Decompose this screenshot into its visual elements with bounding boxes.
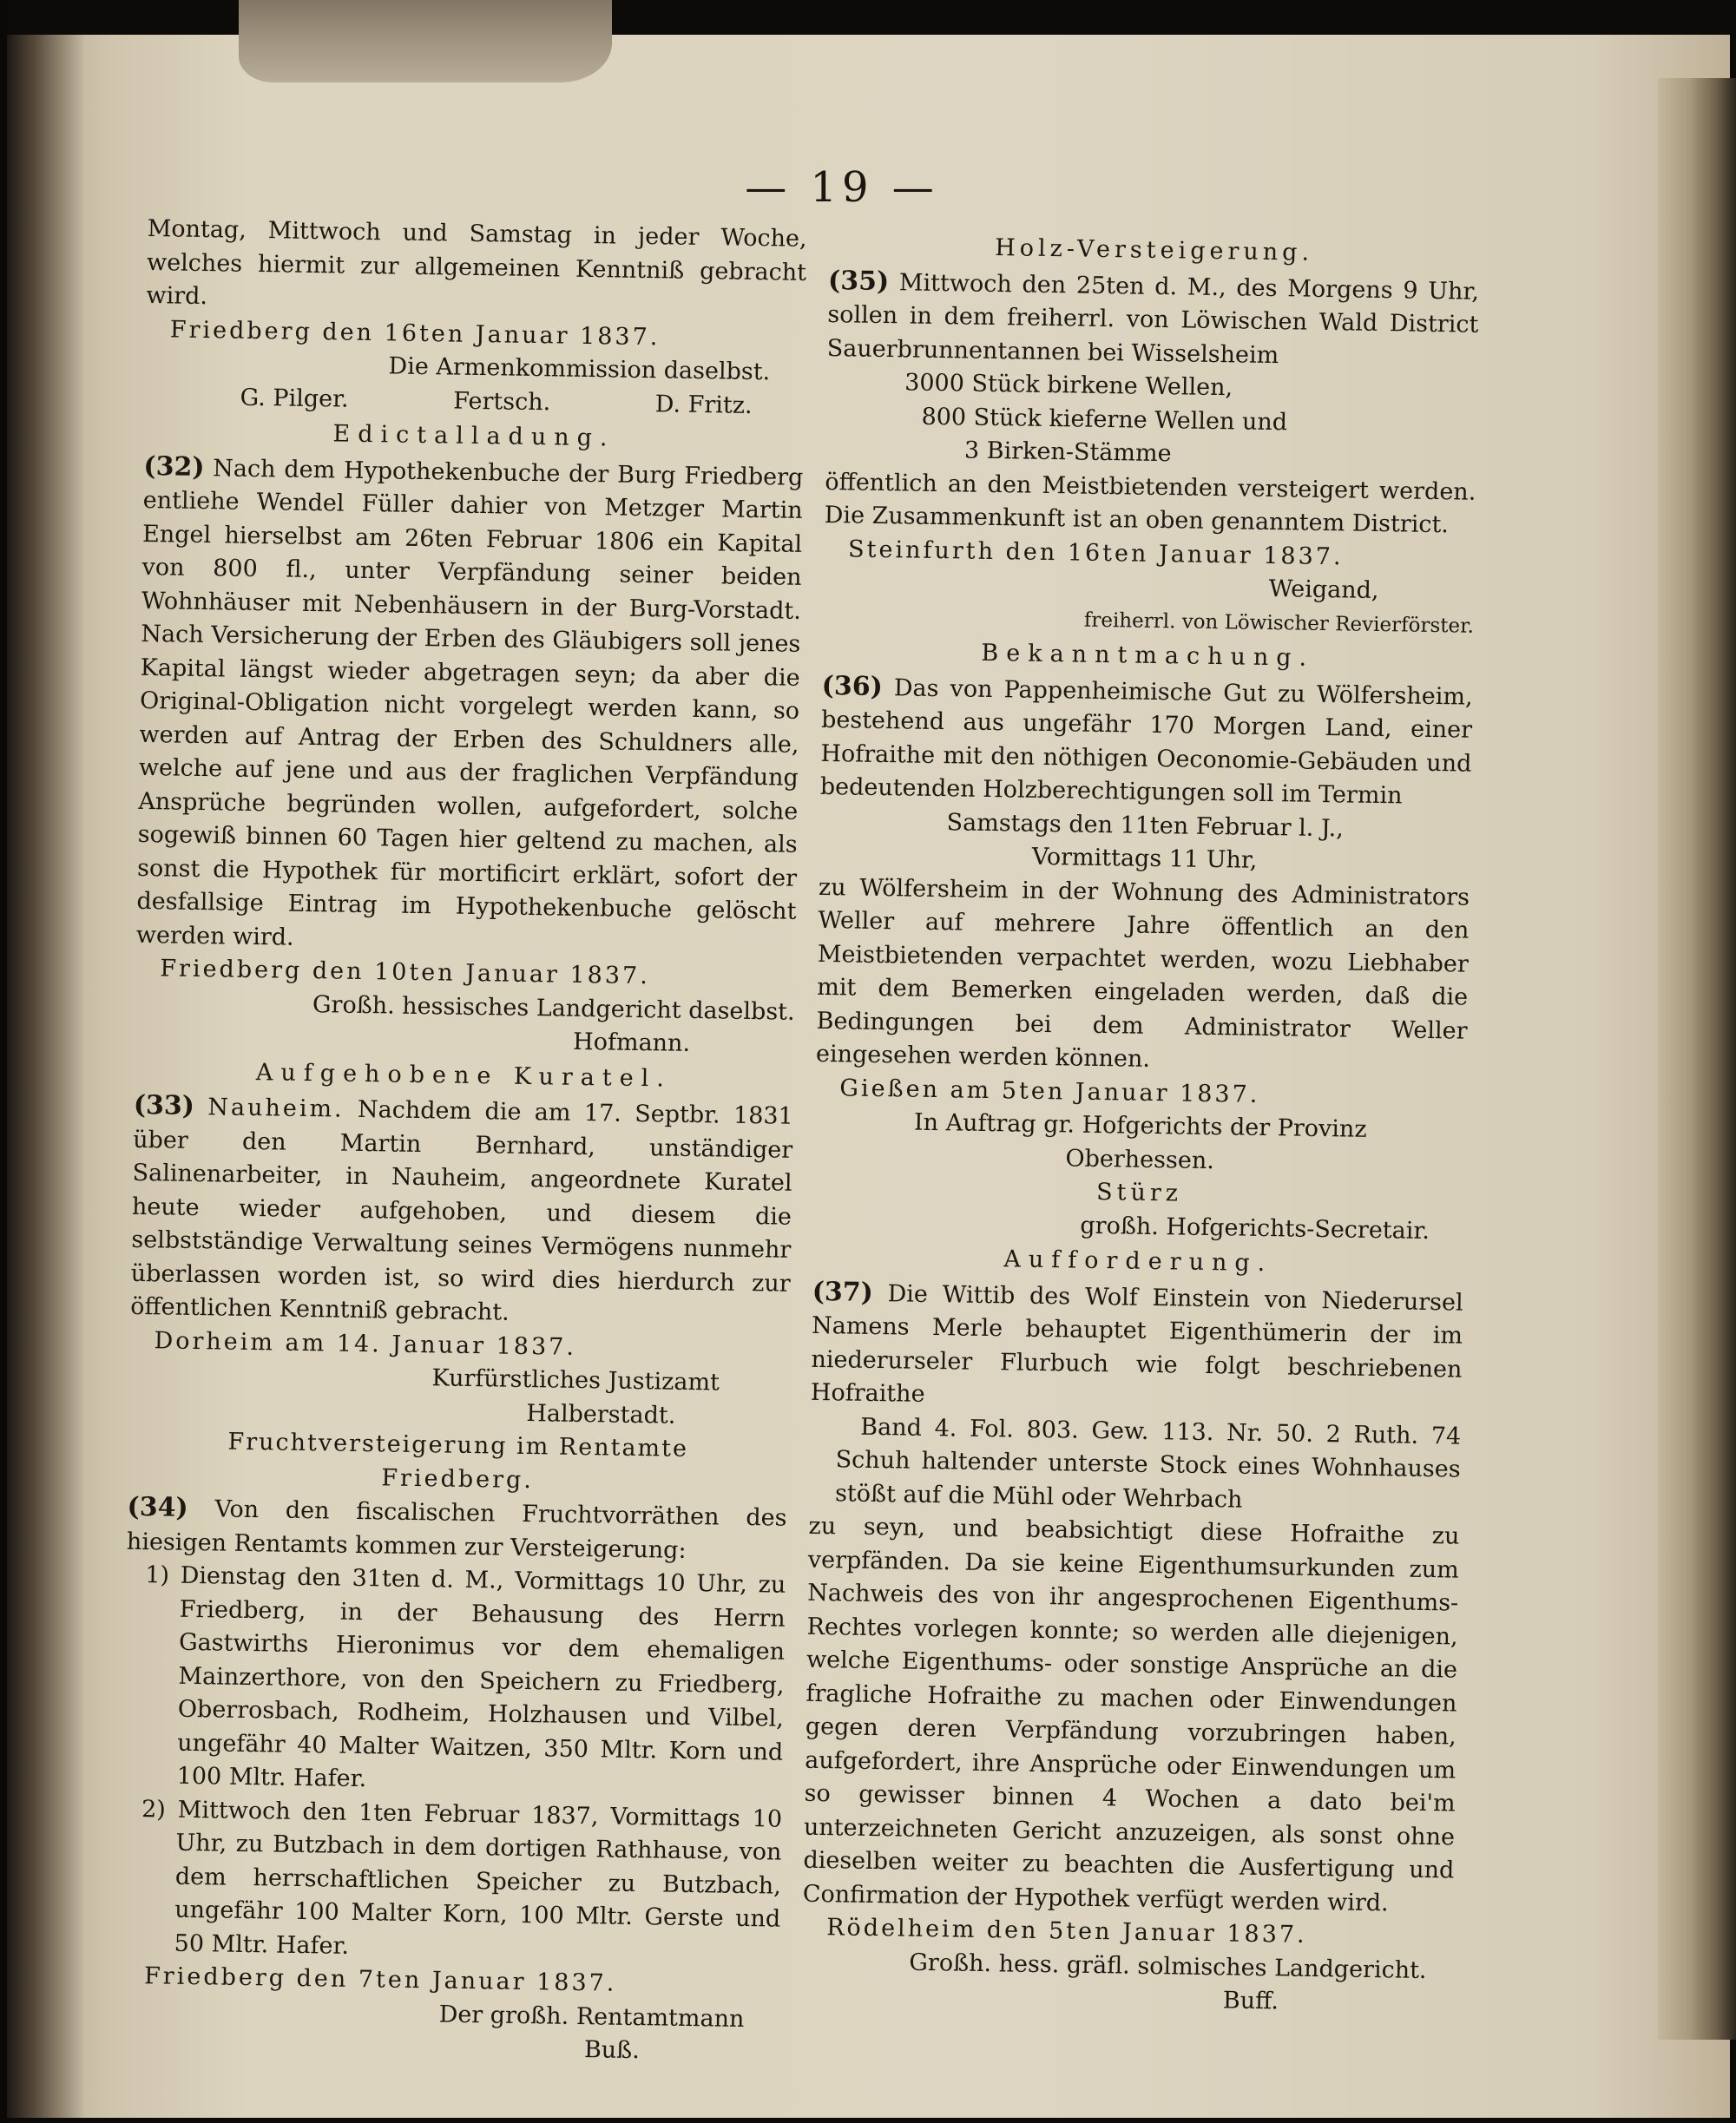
book-gutter xyxy=(7,35,85,2118)
notice-37-heading: Aufforderung. xyxy=(1003,1246,1273,1278)
notice-33-authority: Kurfürstliches Justizamt xyxy=(431,1364,720,1397)
signature-fertsch: Fertsch. xyxy=(453,387,551,416)
notice-35-lot-2: 800 Stück kieferne Wellen und xyxy=(921,403,1288,436)
notice-35-body: Mittwoch den 25ten d. M., des Morgens 9 Uhr, sollen in dem freiherrl. von Löwischen Wald District Sauerbrunnentannen bei Wisselsheim xyxy=(826,268,1480,369)
notice-36-body: Das von Pappenheimische Gut zu Wölfersheim, bestehend aus ungefähr 170 Morgen Land, einer Hofraithe mit den nöthigen Oeconomie-Gebäuden und bedeutenden Holzberechtigungen soll im Termin xyxy=(819,674,1473,810)
notice-32-text xyxy=(136,450,804,962)
notice-34-heading: Fruchtversteigerung im Rentamte xyxy=(227,1428,689,1462)
notice-32-heading: Edictalladung. xyxy=(332,420,615,452)
torn-paper-scrap xyxy=(239,0,612,82)
notice-35-title: freiherrl. von Löwischer Revierförster. xyxy=(1083,608,1475,638)
notice-37-body-2: zu seyn, und beabsichtigt diese Hofraithe zu verpfänden. Da sie keine Eigenthumsurkunden zum Nachweis des von ihr angesprochenen Eigenthums-Rechtes vorlegen konnte; so werden alle diejenigen, welche Eigenthums- oder sonstige Ansprüche an die fragliche Hofraithe zu machen oder Einwendungen gegen deren Verpfändung vorzubringen haben, aufgefordert, ihre Ansprüche oder Einwendungen um so gewisser binnen 4 Wochen a dato bei'm unterzeichneten Gericht anzuzeigen, als sonst ohne dieselben weiter zu beachten die Ausfertigung und Confirmation der Hypothek verfügt werden wird. xyxy=(802,1512,1460,1916)
notice-34-text xyxy=(127,1491,787,1569)
notice-35-date: Steinfurth den 16ten Januar 1837. xyxy=(847,535,1344,570)
notice-37-body: Die Wittib des Wolf Einstein von Niederursel Namens Merle behauptet Eigenthümerin der im niederurseler Flurbuch wie folgt beschriebenen Hofraithe xyxy=(810,1279,1463,1408)
notice-34-authority: Der großh. Rentamtmann xyxy=(438,2001,745,2033)
notice-33-heading: Aufgehobene Kuratel. xyxy=(255,1058,673,1093)
notice-32-number: (32) xyxy=(143,450,205,483)
notice-32-signature: Hofmann. xyxy=(572,1028,691,1057)
notice-34-body: Von den fiscalischen Fruchtvorräthen des hiesigen Rentamts kommen zur Versteigerung: xyxy=(126,1495,787,1564)
notice-35-body-2: öffentlich an den Meistbietenden versteigert werden. Die Zusammenkunft ist an oben genanntem District. xyxy=(824,468,1476,539)
notice-35-heading: Holz-Versteigerung. xyxy=(994,234,1314,266)
notice-34-item-2: 2) Mittwoch den 1ten Februar 1837, Vormittags 10 Uhr, zu Butzbach in dem dortigen Rathhause, von dem herrschaftlichen Speicher zu Butzbach, ungefähr 100 Malter Korn, 100 Mltr. Gerste und 50 Mltr. Hafer. xyxy=(141,1795,783,1960)
left-column xyxy=(119,213,807,2070)
notice-35-lot-3: 3 Birken-Stämme xyxy=(963,437,1172,468)
notice-35-lot-1: 3000 Stück birkene Wellen, xyxy=(904,369,1233,402)
notice-33-authority-place: Halberstadt. xyxy=(526,1399,676,1430)
signature-fritz: D. Fritz. xyxy=(654,390,753,419)
notice-36-term-date: Samstags den 11ten Februar l. J., xyxy=(946,808,1345,842)
notice-37-register-entry: Band 4. Fol. 803. Gew. 113. Nr. 50. 2 Ruth. 74 Schuh haltender unterste Stock eines Wohnhauses stößt auf die Mühl oder Wehrbach xyxy=(834,1413,1462,1514)
notice-32-date: Friedberg den 10ten Januar 1837. xyxy=(160,955,651,990)
notice-34-item-1: 1) Dienstag den 31ten d. M., Vormittags 10 Uhr, zu Friedberg, in der Behausung des Herrn Gastwirths Hieronimus vor dem ehemaligen Mainzerthore, von den Speichern zu Friedberg, Oberrosbach, Rodheim, Holzhausen und Vilbel, ungefähr 40 Malter Waitzen, 350 Mltr. Korn und 100 Mltr. Hafer. xyxy=(145,1561,786,1793)
notice-32-authority: Großh. hessisches Landgericht daselbst. xyxy=(312,990,795,1026)
notice-34-number: (34) xyxy=(127,1491,188,1523)
notice-36-signature: Stürz xyxy=(1095,1178,1183,1207)
notice-37-authority: Großh. hess. gräfl. solmisches Landgericht. xyxy=(909,1949,1427,1984)
notice-33-place: Nauheim. xyxy=(207,1094,345,1123)
right-column xyxy=(801,227,1480,2021)
notice-33-number: (33) xyxy=(133,1089,195,1121)
notice-37-date: Rödelheim den 5ten Januar 1837. xyxy=(825,1914,1307,1949)
notice-37-text xyxy=(811,1275,1463,1420)
notice-35-text xyxy=(827,264,1480,375)
intro-text: Montag, Mittwoch und Samstag in jeder Woche, welches hiermit zur allgemeinen Kenntniß gebracht wird. xyxy=(146,214,807,311)
notice-36-title: großh. Hofgerichts-Secretair. xyxy=(1080,1212,1430,1245)
notice-31-authority: Die Armenkommission daselbst. xyxy=(388,352,771,386)
notice-36-number: (36) xyxy=(821,670,884,702)
notice-36-heading: Bekanntmachung. xyxy=(981,639,1315,672)
notice-33-date: Dorheim am 14. Januar 1837. xyxy=(154,1326,577,1361)
notice-34-date: Friedberg den 7ten Januar 1837. xyxy=(143,1962,617,1997)
notice-36-authority-province: Oberhessen. xyxy=(1065,1144,1215,1174)
notice-36-authority: In Auftrag gr. Hofgerichts der Provinz xyxy=(913,1108,1367,1143)
notice-37-number: (37) xyxy=(812,1276,874,1308)
signature-pilger: G. Pilger. xyxy=(240,384,349,413)
notice-36-body-2: zu Wölfersheim in der Wohnung des Administrators Weller auf mehrere Jahre öffentlich an den Meistbietenden verpachtet werden, wozu Liebhaber mit dem Bemerken eingeladen werden, daß die Bedingungen bei dem Administrator Weller eingesehen werden können. xyxy=(815,873,1470,1073)
notice-31-date: Friedberg den 16ten Januar 1837. xyxy=(169,315,661,351)
notice-35-signature: Weigand, xyxy=(1268,575,1379,605)
notice-37-signature: Buff. xyxy=(1222,1987,1279,2015)
notice-33-body: Nachdem die am 17. Septbr. 1831 über den Martin Bernhard, unständiger Salinenarbeiter, in Nauheim, angeordnete Kuratel heute wieder aufgehoben, und diesem die selbstständige Verwaltung seines Vermögens nunmehr überlassen worden ist, so wird dies hierdurch zur öffentlichen Kenntniß gebracht. xyxy=(129,1095,793,1326)
notice-32-body: Nach dem Hypothekenbuche der Burg Friedberg entliehe Wendel Füller dahier von Metzger Martin Engel hierselbst am 26ten Februar 1806 ein Kapital von 800 fl., unter Verpfändung seiner beiden Wohnhäuser mit Nebenhäusern in der Burg-Vorstadt. Nach Versicherung der Erben des Gläubigers soll jenes Kapital längst wieder abgetragen seyn; da aber die Original-Obligation nicht vorgelegt werden kann, so werden auf Antrag der Erben des Schuldners alle, welche auf jene und aus der fraglichen Verpfändung Ansprüche begründen wollen, aufgefordert, solche sogewiß binnen 60 Tagen hier geltend zu machen, als sonst die Hypothek für mortificirt erklärt, sofort der desfallsige Eintrag im Hypothekenbuche gelöscht werden wird. xyxy=(135,454,804,951)
notice-36-term-time: Vormittags 11 Uhr, xyxy=(1031,843,1258,874)
notice-36-text xyxy=(820,669,1473,814)
notice-36-date: Gießen am 5ten Januar 1837. xyxy=(839,1074,1260,1108)
page-number: — 19 — xyxy=(745,163,939,212)
notice-35-number: (35) xyxy=(827,265,890,297)
notice-33-text xyxy=(130,1089,793,1334)
notice-34-heading-place: Friedberg. xyxy=(381,1463,535,1494)
notice-34-signature: Buß. xyxy=(583,2036,641,2065)
page-edge-shadow xyxy=(1658,78,1736,2040)
